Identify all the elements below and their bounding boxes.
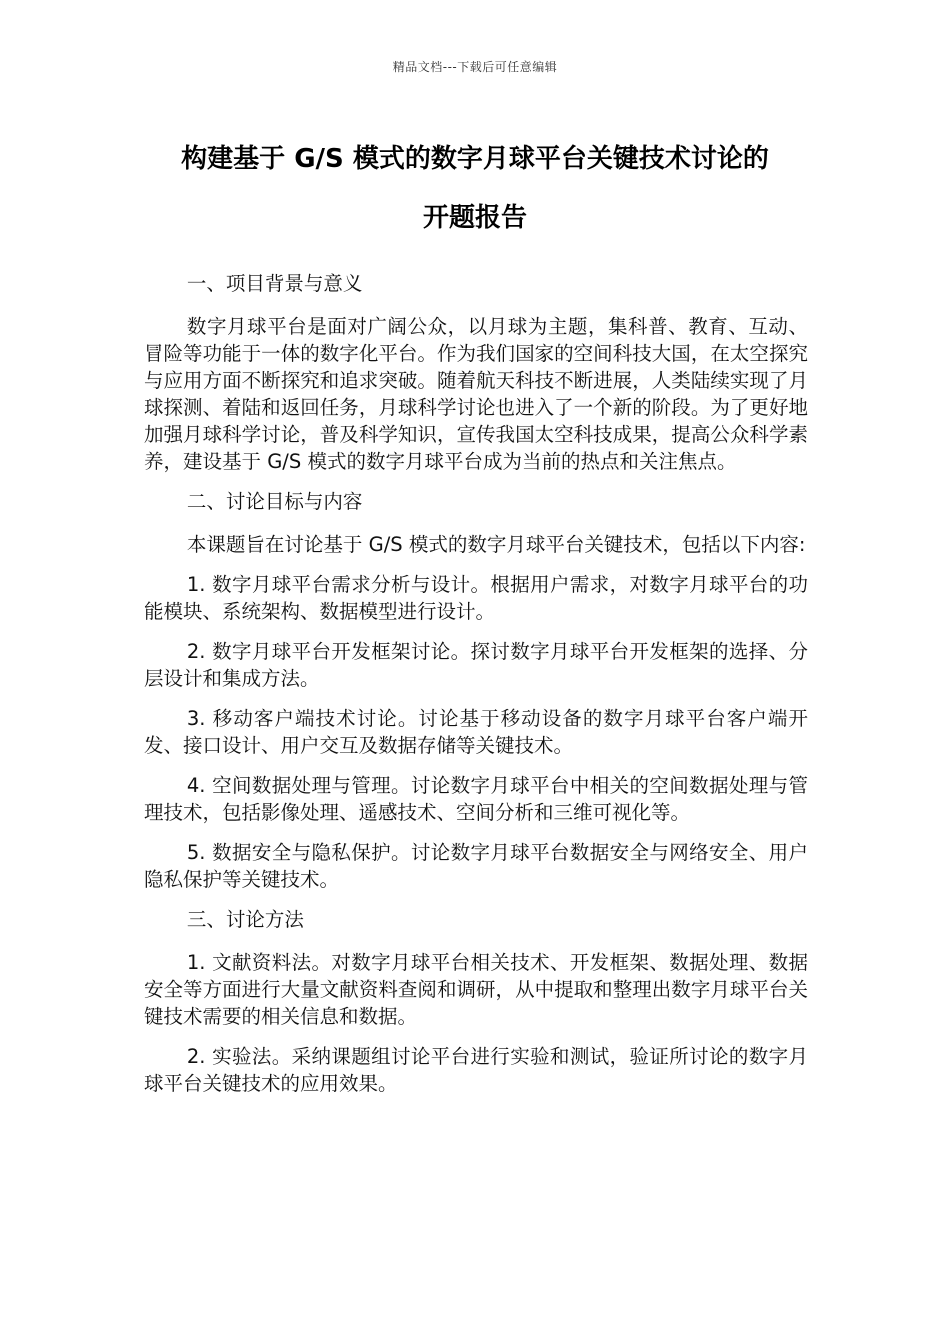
list-item-objective-2: 2. 数字月球平台开发框架讨论。探讨数字月球平台开发框架的选择、分层设计和集成方法。	[144, 640, 808, 690]
list-item-objective-4: 4. 空间数据处理与管理。讨论数字月球平台中相关的空间数据处理与管理技术，包括影像处理、遥感技术、空间分析和三维可视化等。	[144, 774, 808, 824]
list-item-objective-3: 3. 移动客户端技术讨论。讨论基于移动设备的数字月球平台客户端开发、接口设计、用户交互及数据存储等关键技术。	[144, 707, 808, 757]
document-body	[144, 270, 808, 1110]
section-heading-objectives: 二、讨论目标与内容	[186, 490, 363, 513]
list-item-method-1: 1. 文献资料法。对数字月球平台相关技术、开发框架、数据处理、数据安全等方面进行大量文献资料查阅和调研，从中提取和整理出数字月球平台关键技术需要的相关信息和数据。	[144, 951, 808, 1028]
list-item-objective-5: 5. 数据安全与隐私保护。讨论数字月球平台数据安全与网络安全、用户隐私保护等关键技术。	[144, 841, 808, 891]
paragraph-objectives-intro: 本课题旨在讨论基于 G/S 模式的数字月球平台关键技术，包括以下内容:	[186, 533, 806, 556]
section-heading-background: 一、项目背景与意义	[186, 272, 363, 295]
header-note: 精品文档---下载后可任意编辑	[392, 60, 558, 74]
list-item-objective-1: 1. 数字月球平台需求分析与设计。根据用户需求，对数字月球平台的功能模块、系统架构、数据模型进行设计。	[144, 573, 808, 623]
document-title-line-1: 构建基于 G/S 模式的数字月球平台关键技术讨论的	[181, 144, 769, 174]
document-title-line-2: 开题报告	[422, 203, 527, 233]
section-heading-methods: 三、讨论方法	[186, 908, 304, 931]
list-item-method-2: 2. 实验法。采纳课题组讨论平台进行实验和测试，验证所讨论的数字月球平台关键技术的应用效果。	[144, 1045, 808, 1095]
paragraph-background: 数字月球平台是面对广阔公众，以月球为主题，集科普、教育、互动、冒险等功能于一体的数字化平台。作为我们国家的空间科技大国，在太空探究与应用方面不断探究和追求突破。随着航天科技不断进展，人类陆续实现了月球探测、着陆和返回任务，月球科学讨论也进入了一个新的阶段。为了更好地加强月球科学讨论，普及科学知识，宣传我国太空科技成果，提高公众科学素养，建设基于 G/S 模式的数字月球平台成为当前的热点和关注焦点。	[144, 315, 808, 473]
